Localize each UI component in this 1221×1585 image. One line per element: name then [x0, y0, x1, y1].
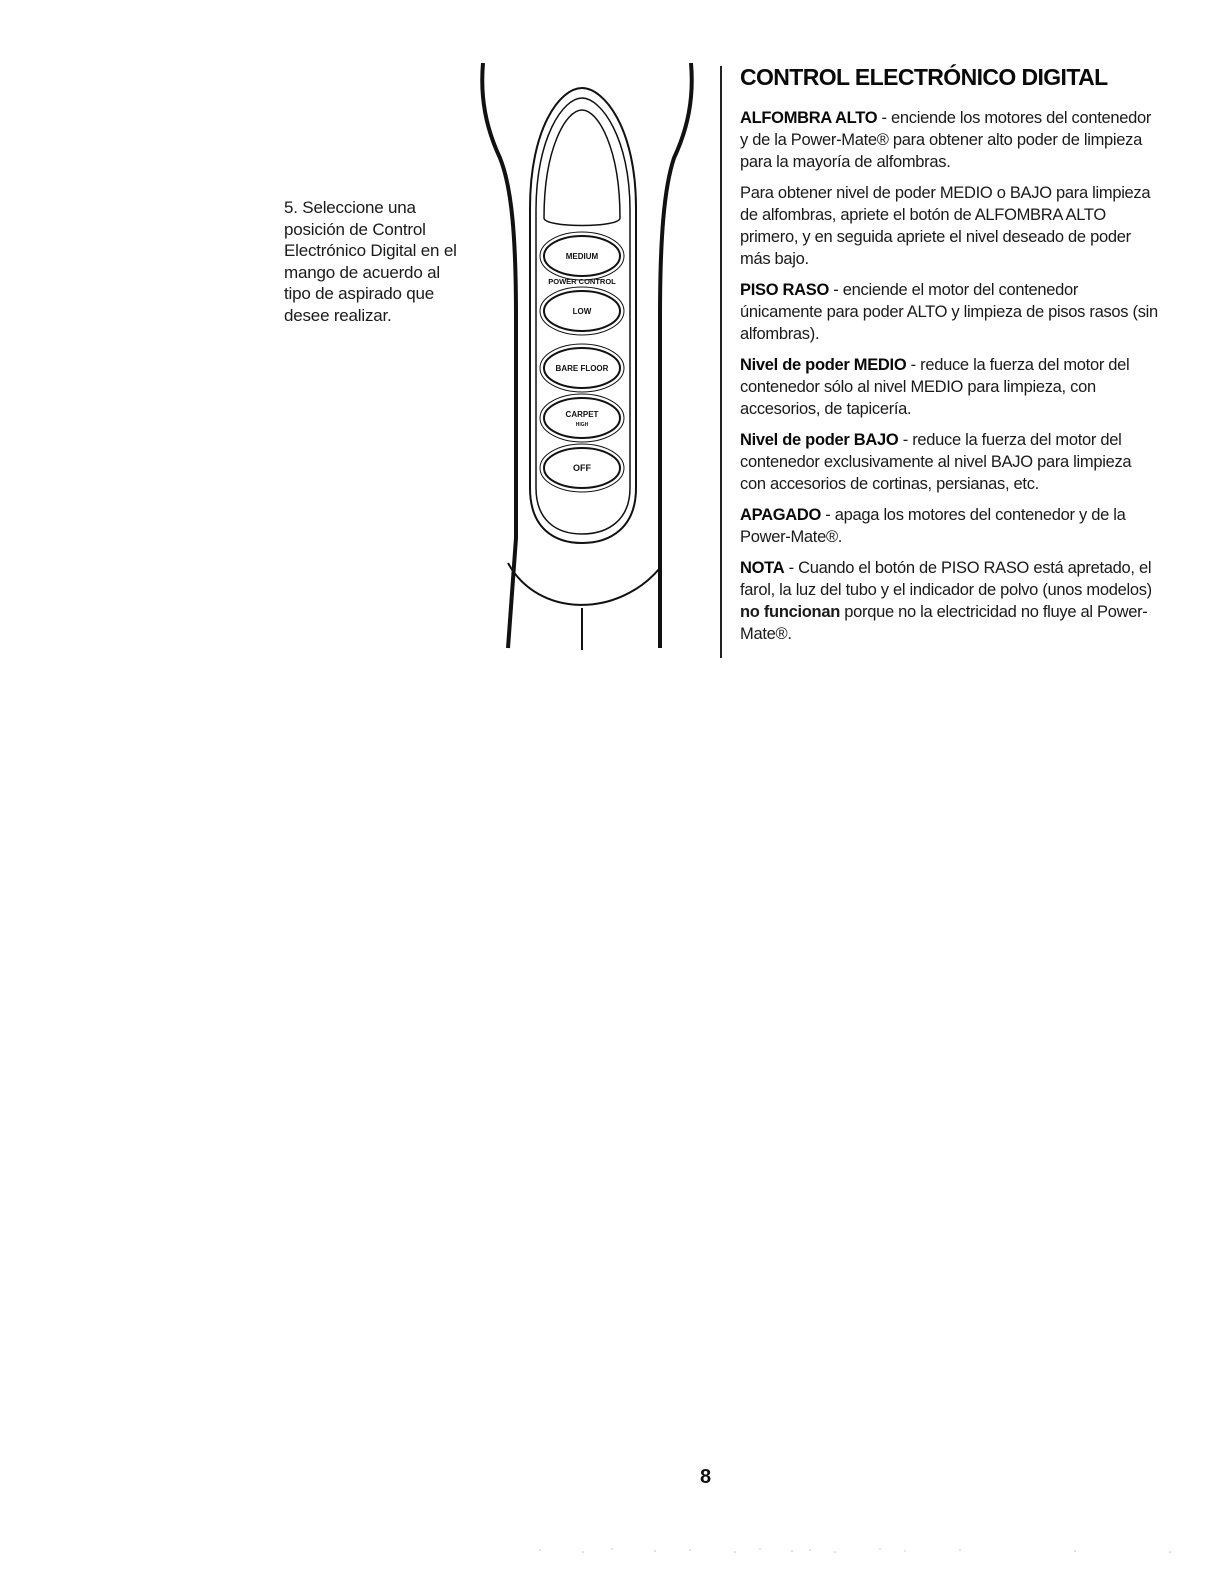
- page-number: 8: [700, 1466, 712, 1488]
- paragraph-medium-low-info: [740, 182, 1160, 270]
- text-note-after: porque no la electricidad no fluye al Power-Mate®.: [740, 603, 1148, 643]
- section-title: CONTROL ELECTRÓNICO DIGITAL: [740, 64, 1108, 90]
- handle-right-edge: [660, 63, 692, 648]
- carpet-high-button[interactable]: [540, 394, 624, 442]
- paragraph-bare-floor: [740, 279, 1160, 345]
- paragraph-low-power: [740, 429, 1160, 495]
- text-low-power: - reduce la fuerza del motor del contenedor exclusivamente al nivel BAJO para limpieza con accesorios de cortinas, persianas, etc.: [740, 431, 1132, 493]
- scan-noise: [0, 1540, 1221, 1560]
- handle-illustration: [478, 58, 698, 658]
- term-bare-floor: PISO RASO: [740, 281, 829, 299]
- text-note-before: - Cuando el botón de PISO RASO está apretado, el farol, la luz del tubo y el indicador de polvo (unos modelos): [740, 559, 1152, 599]
- bare-floor-button-label: BARE FLOOR: [555, 364, 609, 373]
- text-carpet-high: - enciende los motores del contenedor y de la Power-Mate® para obtener alto poder de limpieza para la mayoría de alfombras.: [740, 109, 1152, 171]
- off-button-label: OFF: [573, 463, 591, 473]
- term-medium-power: Nivel de poder MEDIO: [740, 356, 907, 374]
- term-carpet-high: ALFOMBRA ALTO: [740, 109, 878, 127]
- paragraph-medium-power: [740, 354, 1160, 420]
- column-divider: [720, 66, 722, 658]
- text-medium-power: - reduce la fuerza del motor del contenedor sólo al nivel MEDIO para limpieza, con accesorios, de tapicería.: [740, 356, 1130, 418]
- handle-left-edge: [482, 63, 516, 648]
- text-note-strong: no funcionan: [740, 603, 840, 621]
- step-caption: 5. Seleccione una posición de Control Electrónico Digital en el mango de acuerdo al tipo de aspirado que desee realizar.: [284, 198, 457, 325]
- paragraph-note: [740, 557, 1160, 645]
- term-low-power: Nivel de poder BAJO: [740, 431, 899, 449]
- paragraph-carpet-high: [740, 107, 1160, 173]
- low-button-label: LOW: [572, 307, 592, 316]
- bare-floor-button[interactable]: [540, 344, 624, 392]
- carpet-button-sublabel: HIGH: [575, 422, 589, 428]
- low-button[interactable]: [540, 287, 624, 335]
- headlight-lens: [544, 110, 620, 226]
- medium-button-label: MEDIUM: [565, 252, 599, 261]
- handle-drawing: [478, 58, 698, 658]
- instructions-column: [740, 64, 1160, 654]
- text-medium-low-info: Para obtener nivel de poder MEDIO o BAJO para limpieza de alfombras, apriete el botón de ALFOMBRA ALTO primero, y en seguida apriete el nivel deseado de poder más bajo.: [740, 184, 1151, 268]
- carpet-button-label: CARPET: [565, 410, 599, 419]
- handle-lower-curve: [508, 563, 660, 605]
- power-control-label: POWER CONTROL: [548, 277, 616, 286]
- off-button[interactable]: [540, 444, 624, 492]
- text-off: - apaga los motores del contenedor y de la Power-Mate®.: [740, 506, 1126, 546]
- medium-button[interactable]: [540, 232, 624, 280]
- text-bare-floor: - enciende el motor del contenedor únicamente para poder ALTO y limpieza de pisos rasos (sin alfombras).: [740, 281, 1158, 343]
- paragraph-off: [740, 504, 1160, 548]
- term-note: NOTA: [740, 559, 785, 577]
- term-off: APAGADO: [740, 506, 822, 524]
